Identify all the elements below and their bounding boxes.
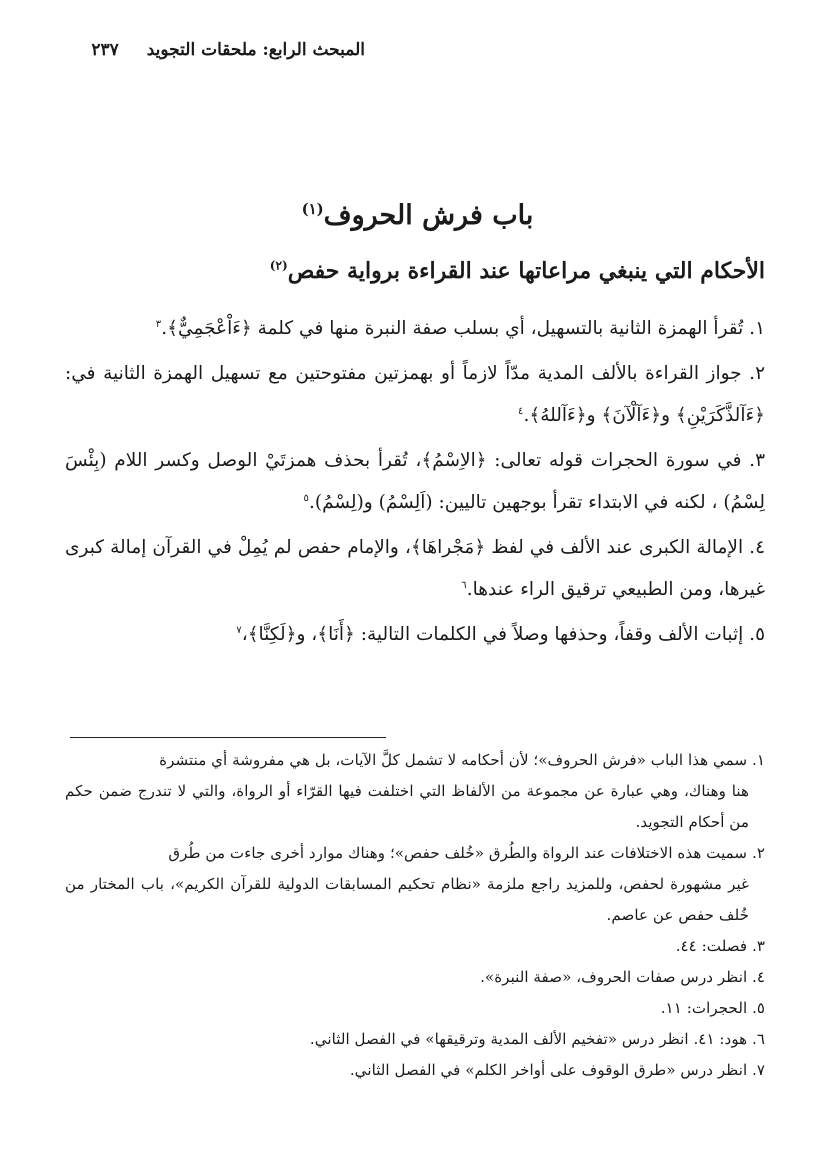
footnote: ٥. الحجرات: ١١. (660, 999, 765, 1017)
footnote: ١. سمي هذا الباب «فرش الحروف»؛ لأن أحكامه لا تشمل كلَّ الآيات، بل هي مفروشة أي منتشرة (159, 751, 765, 769)
footnote: ٧. انظر درس «طرق الوقوف على أواخر الكلم» في الفصل الثاني. (349, 1061, 765, 1079)
footnote: ٣. فصلت: ٤٤. (675, 937, 765, 955)
note-ref: ٥ (303, 492, 310, 504)
footnotes (65, 745, 765, 1086)
rule-item: ١. تُقرأ الهمزة الثانية بالتسهيل، أي بسلب صفة النبرة منها في كلمة ﴿ءَاْعْجَمِيٌّ﴾.$^٣$ (155, 318, 765, 339)
note-ref: ٦ (461, 579, 467, 591)
page-number: ٢٣٧ (91, 40, 119, 60)
footnote: ٢. سميت هذه الاختلافات عند الرواة والطُرق «خُلف حفص»؛ وهناك موارد أخرى جاءت من طُرق (168, 844, 765, 862)
note-ref: ٤ (518, 405, 524, 417)
footnote-continuation: غير مشهورة لحفص، وللمزيد راجع ملزمة «نظام تحكيم المسابقات الدولية للقرآن الكريم»، باب المختار من خُلف حفص عن عاصم. (65, 875, 749, 924)
footnote: ٤. انظر درس صفات الحروف، «صفة النبرة». (480, 968, 765, 986)
footnote: ٦. هود: ٤١. انظر درس «تفخيم الألف المدية وترقيقها» في الفصل الثاني. (309, 1030, 765, 1048)
section-title (270, 258, 765, 284)
section-title-note: (٢) (269, 258, 288, 273)
running-header (91, 40, 365, 60)
footnote-divider (70, 737, 386, 738)
rules-list (65, 308, 765, 659)
footnote-continuation: هنا وهناك، وهي عبارة عن مجموعة من الألفاظ التي اختلفت فيها القرّاء أو الرواة، والتي لا تندرج ضمن حكم من أحكام التجويد. (65, 782, 749, 831)
note-ref: ٧ (236, 624, 242, 636)
note-ref: ٣ (155, 318, 162, 330)
rule-item: ٣. في سورة الحجرات قوله تعالى: ﴿الاِسْمُ﴾، تُقرأ بحذف همزتَيْ الوصل وكسر اللام (بِئْسَ لِسْمُ) ، لكنه في الابتداء تقرأ بوجهين تاليين: (اَلِسْمُ) و(لِسْمُ).$^٥$ (65, 450, 765, 513)
section-title-text: الأحكام التي ينبغي مراعاتها عند القراءة برواية حفص (287, 258, 765, 284)
rule-item: ٥. إثبات الألف وقفاً، وحذفها وصلاً في الكلمات التالية: ﴿أَنَا﴾، و﴿لَكِنَّا﴾،$^٧$ (236, 624, 765, 645)
chapter-title-note: (١) (301, 200, 324, 218)
rule-item: ٢. جواز القراءة بالألف المدية مدّاً لازماً أو بهمزتين مفتوحتين مع تسهيل الهمزة الثانية في: ﴿ءَآلذَّكَرَيْنِ﴾ و﴿ءَآلْآنَ﴾ و﴿ءَآللهُ﴾.$^٤$ (65, 363, 765, 426)
chapter-title-text: باب فرش الحروف (323, 200, 534, 231)
rule-item: ٤. الإمالة الكبرى عند الألف في لفظ ﴿مَجْراهَا﴾، والإمام حفص لم يُمِلْ في القرآن إمالة كبرى غيرها، ومن الطبيعي ترقيق الراء عندها.$^٦$ (65, 537, 765, 600)
chapter-title (0, 200, 835, 231)
header-chapter: المبحث الرابع: ملحقات التجويد (146, 40, 365, 60)
